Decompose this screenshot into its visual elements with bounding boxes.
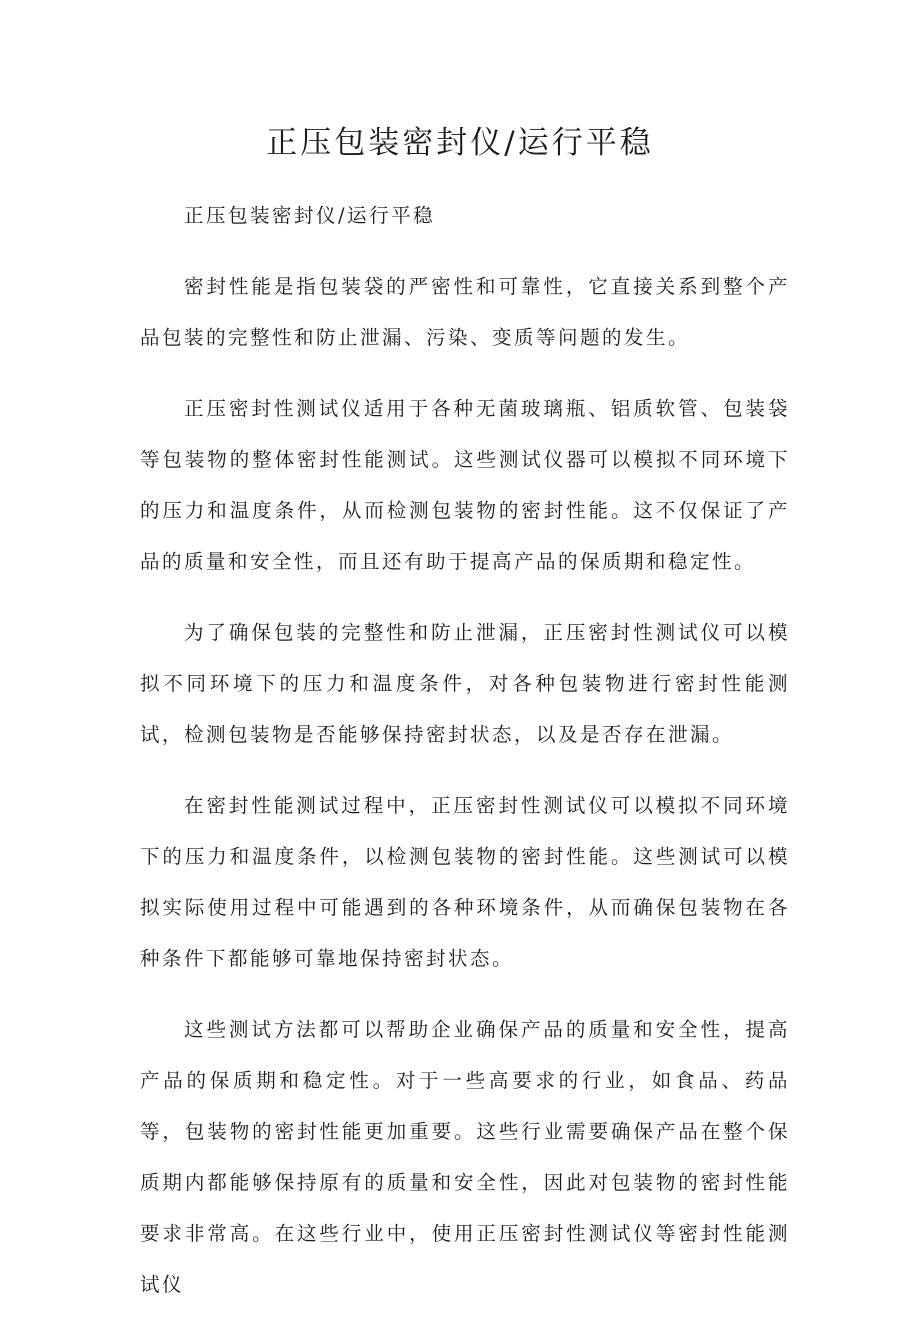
document-body xyxy=(140,190,790,1330)
paragraph-subtitle: 正压包装密封仪/运行平稳 xyxy=(184,204,436,227)
document-title: 正压包装密封仪/运行平稳 xyxy=(266,125,654,161)
paragraph-2: 正压密封性测试仪适用于各种无菌玻璃瓶、铝质软管、包装袋等包装物的整体密封性能测试。这些测试仪器可以模拟不同环境下的压力和温度条件，从而检测包装物的密封性能。这不仅保证了产品的质量和安全性，而且还有助于提高产品的保质期和稳定性。 xyxy=(140,397,790,573)
paragraph-3: 为了确保包装的完整性和防止泄漏，正压密封性测试仪可以模拟不同环境下的压力和温度条件，对各种包装物进行密封性能测试，检测包装物是否能够保持密封状态，以及是否存在泄漏。 xyxy=(140,621,790,746)
paragraph-4: 在密封性能测试过程中，正压密封性测试仪可以模拟不同环境下的压力和温度条件，以检测包装物的密封性能。这些测试可以模拟实际使用过程中可能遇到的各种环境条件，从而确保包装物在各种条件下都能够可靠地保持密封状态。 xyxy=(140,794,790,970)
paragraph-5: 这些测试方法都可以帮助企业确保产品的质量和安全性，提高产品的保质期和稳定性。对于一些高要求的行业，如食品、药品等，包装物的密封性能更加重要。这些行业需要确保产品在整个保质期内都能够保持原有的质量和安全性，因此对包装物的密封性能要求非常高。在这些行业中，使用正压密封性测试仪等密封性能测试仪 xyxy=(140,1018,790,1296)
paragraph-1: 密封性能是指包装袋的严密性和可靠性，它直接关系到整个产品包装的完整性和防止泄漏、污染、变质等问题的发生。 xyxy=(140,275,790,349)
